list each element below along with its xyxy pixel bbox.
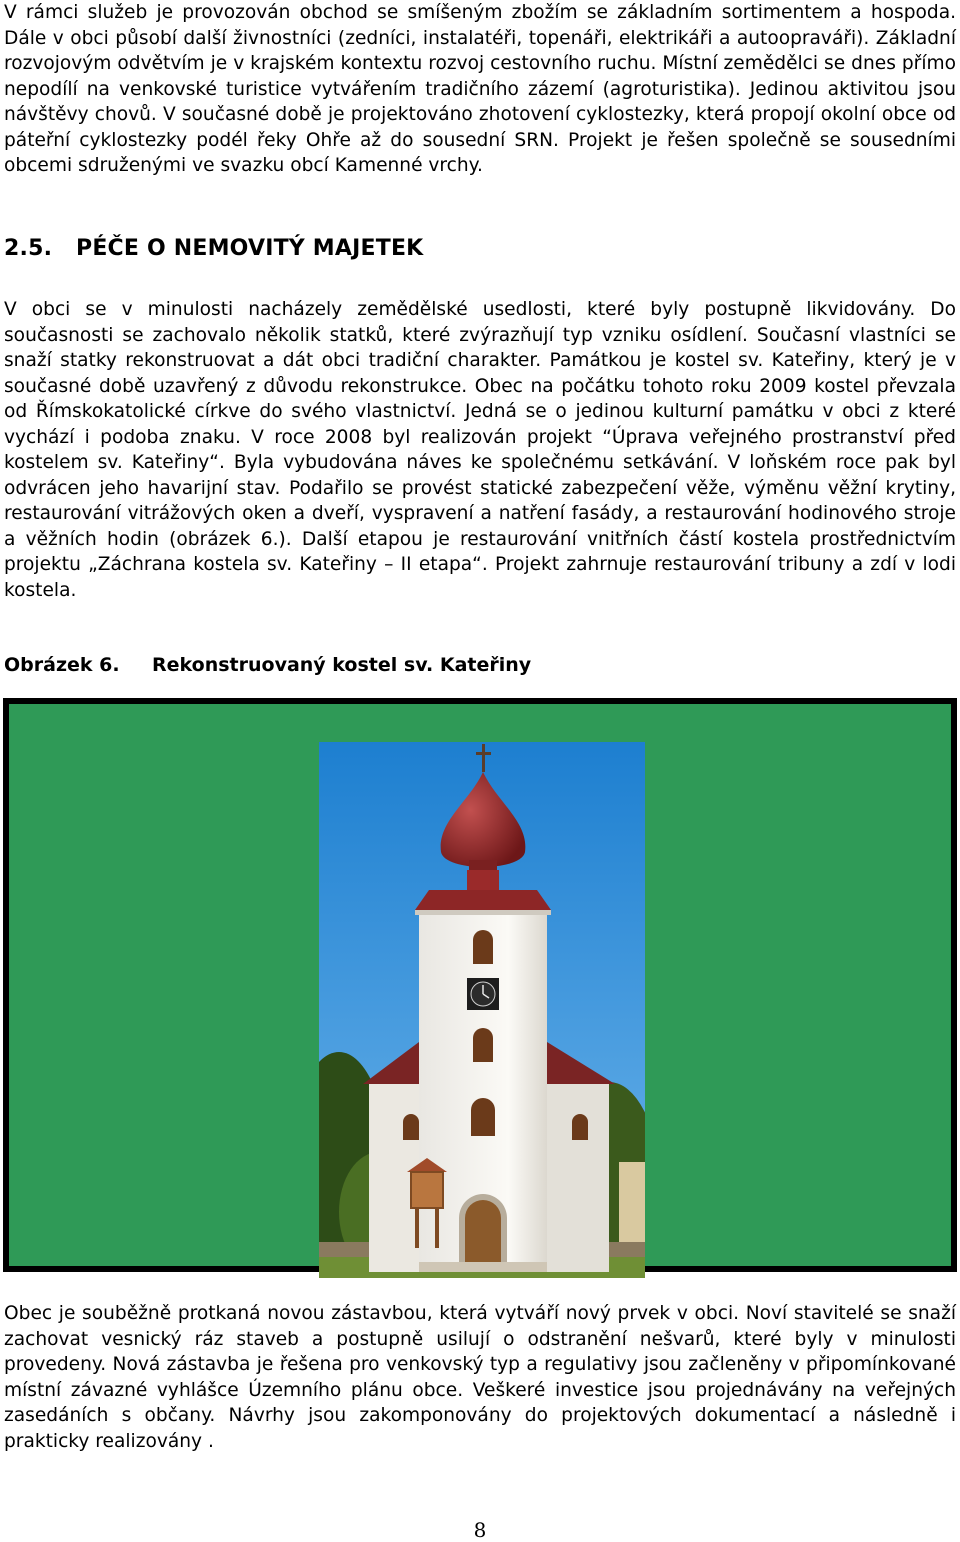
intro-paragraph: V rámci služeb je provozován obchod se smíšeným zbožím se základním sortimentem a hospoda. Dále v obci působí další živnostníci (zedníci, instalatéři, topenáři, elektrikáři a autoopraváři). Základní rozvojovým odvětvím je v krajském kontextu rozvoj cestovního ruchu. Místní zemědělci se dnes přímo nepodílí na venkovské turistice vytvářením tradičního zázemí (agroturistika). Jedinou aktivitou jsou návštěvy chovů. V současné době je projektováno zhotovení cyklostezky, která propojí okolní obce od páteřní cyklostezky podél řeky Ohře až do sousední SRN. Projekt je řešen společně se sousedními obcemi sdruženými ve svazku obcí Kamenné vrchy. (4, 2, 956, 176)
church-photo (319, 742, 645, 1278)
section-heading (4, 236, 423, 261)
heritage-paragraph: V obci se v minulosti nacházely zemědělské usedlosti, které byly postupně likvidovány. Do současnosti se zachovalo několik statků, které zvýrazňují typ vzniku osídlení. Současní vlastníci se snaží statky rekonstruovat a dát obci tradiční charakter. Památkou je kostel sv. Kateřiny, který je v současné době uzavřený z důvodu rekonstrukce. Obec na počátku tohoto roku 2009 kostel převzala od Římskokatolické církve do svého vlastnictví. Jedná se o jedinou kulturní památku v obci z které vychází i podoba znaku. V roce 2008 byl realizován projekt “Úprava veřejného prostranství před kostelem sv. Kateřiny“. Byla vybudována náves ke společnému setkávání. V loňském roce pak byl odvrácen jeho havarijní stav. Podařilo se provést statické zabezpečení věže, výměnu věžní krytiny, restaurování vitrážových oken a dveří, vyspravení a natření fasády, a restaurování hodinového stroje a věžních hodin (obrázek 6.). Další etapou je restaurování vnitřních částí kostela prostřednictvím projektu „Záchrana kostela sv. Kateřiny – II etapa“. Projekt zahrnuje restaurování tribuny a zdí v lodi kostela. (4, 299, 956, 601)
figure-caption (4, 654, 531, 676)
figure-title: Rekonstruovaný kostel sv. Kateřiny (152, 654, 532, 676)
figure-label: Obrázek 6. (4, 654, 120, 676)
development-paragraph: Obec je souběžně protkaná novou zástavbou, která vytváří nový prvek v obci. Noví stavitelé se snaží zachovat vesnický ráz staveb a postupně usilují o odstranění nešvarů, které byly v minulosti provedeny. Nová zástavba je řešena pro venkovský typ a regulativy jsou začleněny v připomínkované místní závazné vyhlášce Územního plánu obce. Veškeré investice jsou projednávány na veřejných zasedáních s občany. Návrhy jsou zakomponovány do projektových dokumentací a následně i prakticky realizovány . (4, 1303, 956, 1452)
section-number: 2.5. (4, 236, 53, 261)
section-title: PÉČE O NEMOVITÝ MAJETEK (76, 236, 424, 261)
page-number: 8 (473, 1518, 487, 1542)
figure-frame (3, 698, 957, 1272)
figure-background (9, 704, 951, 1266)
